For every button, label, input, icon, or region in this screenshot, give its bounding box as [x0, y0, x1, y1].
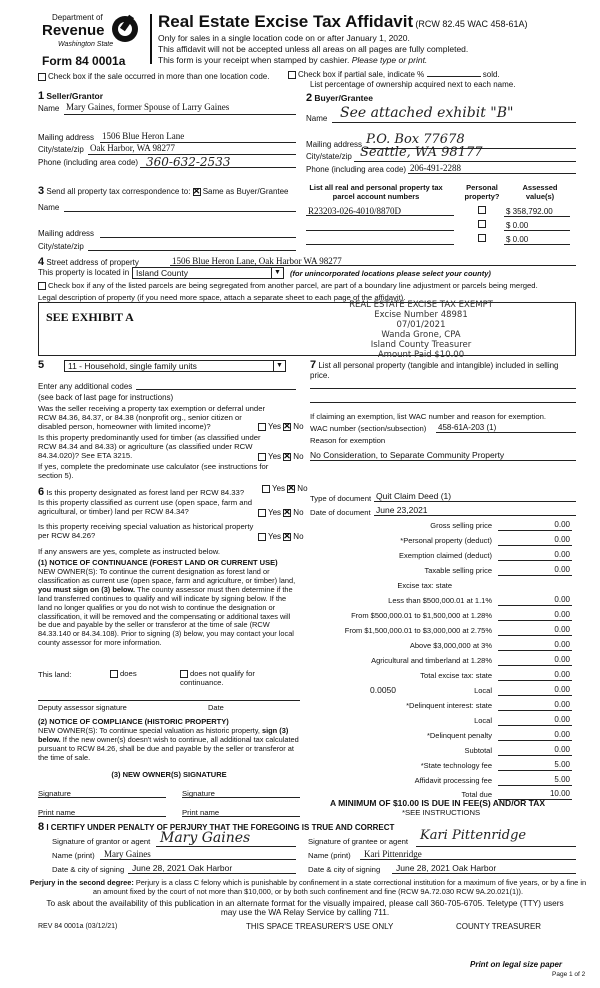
segregated-checkbox[interactable] — [38, 282, 46, 290]
q-exemption-yes-checkbox[interactable] — [258, 423, 266, 431]
continuance-heading: (1) NOTICE OF CONTINUANCE (FOREST LAND OR CURRENT USE) — [38, 558, 278, 567]
fee-row — [316, 746, 572, 758]
deputy-signature-label: Deputy assessor signature — [38, 703, 127, 712]
fee-label: From $500,000.01 to $1,500,000 at 1.28% — [351, 611, 492, 620]
dor-logo — [30, 10, 148, 72]
land-does-option — [110, 669, 137, 678]
q-forest-yes-checkbox[interactable] — [262, 485, 270, 493]
doc-date-label: Date of document — [310, 508, 371, 517]
fee-label: *Delinquent interest: state — [406, 701, 492, 710]
section-2-number: 2 — [306, 92, 313, 104]
additional-codes-label: Enter any additional codes — [38, 382, 133, 391]
buyer-heading — [306, 92, 373, 104]
buyer-city-label: City/state/zip — [306, 152, 352, 161]
fee-label: *State technology fee — [420, 761, 492, 770]
buyer-name-label: Name — [306, 114, 328, 123]
header-line1: Only for sales in a single location code on or after January 1, 2020. — [158, 33, 410, 43]
legal-description-value: SEE EXHIBIT A — [46, 310, 134, 324]
grantor-signature[interactable]: Mary Gaines — [160, 830, 251, 846]
this-land-label: This land: — [38, 670, 72, 679]
q-timber-no-checkbox[interactable] — [283, 453, 291, 461]
deputy-date-label: Date — [208, 703, 224, 712]
fee-label: Local — [474, 686, 492, 695]
fee-label: *Personal property (deduct) — [400, 536, 492, 545]
does-not-label: does not qualify for continuance. — [180, 669, 255, 687]
type-print-text: Please type or print. — [351, 55, 428, 65]
fee-label: Exemption claimed (deduct) — [399, 551, 492, 560]
rev-number: REV 84 0001a (03/12/21) — [38, 923, 118, 930]
fee-line — [498, 665, 572, 666]
fee-line — [498, 695, 572, 696]
section-4-street — [38, 256, 139, 268]
fee-label: Agricultural and timberland at 1.28% — [371, 656, 492, 665]
section-7-text — [310, 360, 576, 381]
fee-line — [498, 620, 572, 621]
same-as-buyer-checkbox[interactable] — [193, 188, 201, 196]
fee-value[interactable]: 0.00 — [554, 640, 570, 649]
header-line3 — [158, 55, 427, 65]
seller-name-field[interactable]: Mary Gaines, former Spouse of Larry Gaines — [66, 102, 230, 112]
fee-value[interactable]: 0.00 — [554, 520, 570, 529]
historic-question: Is this property receiving special valuation as historical property per RCW 84.26? — [38, 522, 254, 540]
county-note: (for unincorporated locations please select your county) — [290, 269, 491, 278]
parcel-header: List all real and personal property tax parcel account numbers — [309, 183, 443, 201]
seller-heading — [38, 90, 103, 102]
perjury-text: Perjury is a class C felony which is punishable by confinement in a state correctional institution for a maximum of five years, or by a fine in an amount fixed by the court of not more than $10,000, or by both such confinement and fine (RCW 9A.72.030 RCW 9A.20.021(1)). — [92, 878, 587, 896]
assessed-header: Assessed value(s) — [522, 183, 558, 201]
chevron-down-icon[interactable]: ▼ — [271, 268, 283, 278]
compliance-text-a: NEW OWNER(S): To continue special valuation as historic property, — [38, 726, 262, 735]
fee-label: Total due — [461, 790, 492, 799]
fee-line — [498, 560, 572, 561]
q-current-use-yes-checkbox[interactable] — [258, 509, 266, 517]
treasurer-use-label: THIS SPACE TREASURER'S USE ONLY — [246, 922, 394, 931]
fee-row — [316, 626, 572, 638]
partial-sale-label: Check box if partial sale, indicate % — [298, 70, 425, 79]
grantor-sig-label: Signature of grantor or agent — [52, 837, 151, 846]
q-historic-no-checkbox[interactable] — [283, 533, 291, 541]
fee-value[interactable]: 0.00 — [554, 745, 570, 754]
parcel-1-number[interactable]: R23203-026-4010/8870D — [308, 206, 401, 216]
timber-question: Is this property predominantly used for timber (as classified under RCW 84.34 and 84.33) or agriculture (as classified under RCW 84.34.020)? See ETA 3215. — [38, 433, 261, 460]
receipt-text: This form is your receipt when stamped by cashier. — [158, 55, 352, 65]
fee-value[interactable]: 0.00 — [554, 595, 570, 604]
fee-label: Affidavit processing fee — [414, 776, 492, 785]
fee-row — [316, 686, 572, 698]
statute-text: (RCW 82.45 WAC 458-61A) — [415, 19, 528, 29]
forest-question — [38, 486, 244, 498]
multi-location-check — [38, 72, 269, 81]
fee-value[interactable]: 0.00 — [554, 535, 570, 544]
header-line2: This affidavit will not be accepted unless all areas on all pages are fully completed. — [158, 44, 469, 54]
parcel-1-personal-checkbox[interactable] — [478, 206, 486, 214]
no-label: No — [293, 508, 304, 517]
fee-line — [498, 575, 572, 576]
q-timber-yes-checkbox[interactable] — [258, 453, 266, 461]
fee-label: Taxable selling price — [424, 566, 492, 575]
buyer-city-field[interactable]: Seattle, WA 98177 — [360, 145, 483, 160]
perjury-notice — [28, 879, 588, 896]
yes-label: Yes — [268, 452, 282, 461]
page-number: Page 1 of 2 — [552, 971, 586, 978]
continuance-text-b: The county assessor must then determine if the land transferred continues to qualify and will indicate by signing below. If the land no longer qualifies or you do not wish to continue the designation or classification, it will be removed and the compensating or additional taxes will be due and payable by the seller or transferor at the time of sale (RCW 84.33.140 or 84.34.108). Prior to signing (3) below, you may contact your local county assessor for more information. — [38, 584, 294, 648]
no-label: No — [293, 422, 304, 431]
seller-city-field[interactable]: Oak Harbor, WA 98277 — [90, 143, 175, 153]
yes-label: Yes — [268, 532, 282, 541]
treasurer-stamp — [336, 300, 506, 360]
section-8-number: 8 — [38, 821, 45, 833]
county-select[interactable] — [132, 267, 284, 279]
fee-row — [316, 731, 572, 743]
seller-phone-field[interactable]: 360-632-2533 — [146, 155, 231, 169]
fee-line — [498, 785, 572, 786]
fee-label: Excise tax: state — [397, 581, 452, 590]
fee-value[interactable]: 0.00 — [554, 655, 570, 664]
q-current-use-no-checkbox[interactable] — [283, 509, 291, 517]
see-instructions: *SEE INSTRUCTIONS — [402, 808, 481, 817]
fee-label: Gross selling price — [430, 521, 492, 530]
fee-value[interactable]: 0.00 — [554, 625, 570, 634]
fee-line — [498, 725, 572, 726]
fee-line — [498, 545, 572, 546]
fee-line — [498, 755, 572, 756]
fee-label: Total excise tax: state — [420, 671, 492, 680]
grantor-name-value[interactable]: Mary Gaines — [104, 849, 151, 859]
form-number: Form 84 0001a — [42, 54, 126, 68]
fee-value[interactable]: 0.00 — [554, 565, 570, 574]
stamp-line6: Amount Paid $10.00 — [377, 350, 465, 360]
fee-row — [316, 551, 572, 563]
land-use-value: 11 - Household, single family units — [68, 361, 197, 371]
fee-row — [316, 761, 572, 773]
grantor-date-value[interactable]: June 28, 2021 Oak Harbor — [132, 863, 233, 873]
stamp-line3: 07/01/2021 — [396, 320, 446, 330]
segregated-check — [38, 281, 538, 290]
personal-property-label: List all personal property (tangible and intangible) included in selling price. — [310, 361, 559, 380]
grantor-name-label: Name (print) — [52, 851, 95, 860]
section-5-number: 5 — [38, 359, 45, 371]
fee-value[interactable]: 0.00 — [554, 715, 570, 724]
yes-label: Yes — [268, 508, 282, 517]
fee-value[interactable]: 0.00 — [554, 610, 570, 619]
form-title — [158, 12, 528, 32]
grantee-signature[interactable]: Kari Pittenridge — [420, 828, 527, 843]
fee-row — [316, 536, 572, 548]
land-does-not-option — [180, 669, 300, 687]
grantee-date-label: Date & city of signing — [308, 865, 381, 874]
fee-value[interactable]: 0.00 — [554, 685, 570, 694]
continuance-text — [38, 568, 300, 648]
reason-value[interactable]: No Consideration, to Separate Community Property — [310, 450, 505, 460]
section-6-number: 6 — [38, 486, 45, 498]
multi-location-checkbox[interactable] — [38, 73, 46, 81]
compliance-text-bold: sign (3) below. — [38, 726, 289, 744]
fee-label: Less than $500,000.01 at 1.1% — [388, 596, 492, 605]
same-as-buyer-label: Same as Buyer/Grantee — [202, 187, 289, 196]
fee-value[interactable]: 0.00 — [554, 730, 570, 739]
fee-value[interactable]: 0.00 — [554, 550, 570, 559]
buyer-phone-label: Phone (including area code) — [306, 165, 407, 174]
fee-value[interactable]: 10.00 — [549, 789, 570, 798]
section-3-number: 3 — [38, 185, 45, 197]
no-label: No — [293, 452, 304, 461]
certify-text: I CERTIFY UNDER PENALTY OF PERJURY THAT THE FOREGOING IS TRUE AND CORRECT — [46, 823, 395, 832]
section-1-number: 1 — [38, 90, 45, 102]
fee-row — [316, 581, 572, 593]
local-rate-value[interactable]: 0.0050 — [370, 685, 396, 695]
q-exemption-answers — [258, 422, 304, 431]
fee-label: Above $3,000,000 at 3% — [409, 641, 492, 650]
q-forest-no-checkbox[interactable] — [287, 485, 295, 493]
continuance-text-a: NEW OWNER(S): To continue the current designation as forest land or classification as current use (open space, farm and agriculture, or timber) land, — [38, 567, 296, 585]
s3-name-label: Name — [38, 203, 60, 212]
fee-value[interactable]: 0.00 — [554, 700, 570, 709]
forest-question-text: Is this property designated as forest land per RCW 84.33? — [46, 488, 245, 497]
fee-line — [498, 635, 572, 636]
located-label: This property is located in — [38, 268, 130, 277]
parcel-1-value[interactable]: $ 358,792.00 — [506, 207, 553, 216]
fee-row — [316, 701, 572, 713]
fee-label: Local — [474, 716, 492, 725]
seller-mailing-field[interactable]: 1506 Blue Heron Lane — [102, 131, 185, 141]
buyer-mailing-field[interactable]: P.O. Box 77678 — [366, 132, 465, 147]
parcel-3-personal-checkbox[interactable] — [478, 234, 486, 242]
fee-line — [498, 530, 572, 531]
dept-line3: Washington State — [58, 41, 114, 48]
print-legal-note: Print on legal size paper — [470, 960, 563, 969]
fee-value[interactable]: 0.00 — [554, 670, 570, 679]
parcel-2-personal-checkbox[interactable] — [478, 220, 486, 228]
fee-row — [316, 641, 572, 653]
personal-header: Personal property? — [464, 183, 500, 201]
q-exemption-no-checkbox[interactable] — [283, 423, 291, 431]
yes-label: Yes — [272, 484, 286, 493]
multi-location-label: Check box if the sale occurred in more than one location code. — [48, 72, 270, 81]
alt-format-notice: To ask about the availability of this publication in an alternate format for the visually impaired, please call 360-705-6705. Teletype (TTY) users may use the WA Relay Service by calling 711. — [46, 898, 564, 918]
fee-label: Subtotal — [464, 746, 492, 755]
dept-line2: Revenue — [42, 22, 105, 39]
exemption-question: Was the seller receiving a property tax exemption or deferral under RCW 84.36, 84.37, or 84.38 (nonprofit org., senior citizen or disabled person, homeowner with limited income)? — [38, 404, 266, 431]
county-value: Island County — [136, 268, 188, 278]
grantee-name-label: Name (print) — [308, 851, 351, 860]
seller-name-label: Name — [38, 104, 60, 113]
q-timber-answers — [258, 452, 304, 461]
wac-label: WAC number (section/subsection) — [310, 424, 427, 433]
land-does-checkbox[interactable] — [110, 670, 118, 678]
continuance-text-bold: you must sign on (3) below. — [38, 584, 136, 594]
wac-value[interactable]: 458-61A-203 (1) — [438, 423, 497, 432]
fee-line — [498, 740, 572, 741]
section-7-number: 7 — [310, 359, 317, 371]
fee-row — [316, 566, 572, 578]
title-text: Real Estate Excise Tax Affidavit — [158, 12, 414, 31]
fee-row — [316, 596, 572, 608]
owner-signature-1-label: Signature — [38, 789, 71, 798]
owner-print-1-label: Print name — [38, 808, 76, 817]
land-use-select[interactable] — [64, 360, 286, 372]
section-3-text: Send all property tax correspondence to: — [46, 187, 191, 196]
seller-mailing-label: Mailing address — [38, 133, 95, 142]
doc-type-value[interactable]: Quit Claim Deed (1) — [376, 491, 452, 501]
does-label: does — [120, 669, 137, 678]
ownership-note: List percentage of ownership acquired next to each name. — [310, 80, 516, 89]
legal-label: Legal description of property (if you need more space, attach a separate sheet to each page of the affidavit). — [38, 293, 406, 302]
fee-row — [316, 671, 572, 683]
stamp-line5: Island County Treasurer — [370, 340, 472, 350]
stamp-line2: Excise Number 48981 — [374, 310, 468, 320]
see-back-label: (see back of last page for instructions) — [38, 393, 174, 402]
yes-label: Yes — [268, 422, 282, 431]
compliance-text — [38, 727, 300, 763]
header-divider — [150, 14, 152, 64]
doc-type-label: Type of document — [310, 494, 372, 503]
no-label: No — [293, 532, 304, 541]
compliance-text-b: If the new owner(s) doesn't wish to continue, all additional tax calculated pursuant to RCW 84.26, shall be due and payable by the seller or transferor at the time of sale. — [38, 734, 299, 762]
parcel-2-value[interactable]: $ 0.00 — [506, 221, 529, 230]
dept-line1: Department of — [52, 13, 103, 22]
fee-line — [498, 710, 572, 711]
s3-city-label: City/state/zip — [38, 242, 84, 251]
stamp-line1: REAL ESTATE EXCISE TAX EXEMPT — [349, 300, 493, 310]
wac-note: If claiming an exemption, list WAC number and reason for exemption. — [310, 412, 546, 421]
no-label: No — [297, 484, 308, 493]
fee-line — [498, 770, 572, 771]
county-treasurer-label: COUNTY TREASURER — [456, 922, 542, 931]
doc-date-value[interactable]: June 23,2021 — [376, 505, 428, 515]
grantee-date-value[interactable]: June 28, 2021 Oak Harbor — [396, 863, 497, 873]
stamp-line4: Wanda Grone, CPA — [381, 330, 461, 340]
fee-label: From $1,500,000.01 to $3,000,000 at 2.75% — [344, 626, 492, 635]
chevron-down-icon[interactable]: ▼ — [273, 361, 285, 371]
partial-sold-label: sold. — [482, 70, 500, 79]
seller-heading-text: Seller/Grantor — [46, 91, 104, 101]
partial-sale-check — [288, 70, 500, 79]
new-owner-signature-heading: (3) NEW OWNER(S) SIGNATURE — [111, 770, 227, 779]
if-yes-note: If any answers are yes, complete as instructed below. — [38, 547, 221, 556]
street-field[interactable]: 1506 Blue Heron Lane, Oak Harbor WA 98277 — [172, 256, 342, 266]
q-historic-yes-checkbox[interactable] — [258, 533, 266, 541]
grantee-name-value[interactable]: Kari Pittenridge — [364, 849, 422, 859]
buyer-heading-text: Buyer/Grantee — [314, 93, 373, 103]
buyer-name-field[interactable]: See attached exhibit "B" — [340, 105, 514, 121]
reason-label: Reason for exemption — [310, 436, 386, 445]
fee-line — [498, 680, 572, 681]
q-current-use-answers — [258, 508, 304, 517]
partial-sale-checkbox[interactable] — [288, 71, 296, 79]
seller-phone-label: Phone (including area code) — [38, 158, 139, 167]
parcel-3-value[interactable]: $ 0.00 — [506, 235, 529, 244]
fee-row — [316, 716, 572, 728]
fee-row — [316, 611, 572, 623]
buyer-phone-field[interactable]: 206-491-2288 — [410, 163, 461, 173]
section-3-heading — [38, 185, 289, 197]
owner-print-2-label: Print name — [182, 808, 220, 817]
owner-signature-2-label: Signature — [182, 789, 215, 798]
fee-row — [316, 656, 572, 668]
current-use-question: Is this property classified as current use (open space, farm and agricultural, or timber) land per RCW 84.34? — [38, 498, 253, 516]
perjury-bold: Perjury in the second degree: — [29, 878, 134, 887]
fee-label: *Delinquent penalty — [426, 731, 492, 740]
fee-value[interactable]: 5.00 — [554, 760, 570, 769]
swirl-icon — [112, 16, 138, 42]
seller-city-label: City/state/zip — [38, 145, 84, 154]
q-historic-answers — [258, 532, 304, 541]
street-label: Street address of property — [46, 258, 139, 267]
s3-mailing-label: Mailing address — [38, 229, 95, 238]
fee-line — [498, 605, 572, 606]
fee-row — [316, 776, 572, 788]
minimum-note: A MINIMUM OF $10.00 IS DUE IN FEE(S) AND/OR TAX — [330, 798, 546, 808]
segregated-label: Check box if any of the listed parcels are being segregated from another parcel, are part of a boundary line adjustment or parcels being merged. — [48, 281, 538, 290]
buyer-mailing-label: Mailing address — [306, 140, 363, 149]
land-does-not-checkbox[interactable] — [180, 670, 188, 678]
q-forest-answers — [262, 484, 308, 493]
grantor-date-label: Date & city of signing — [52, 865, 125, 874]
grantee-sig-label: Signature of grantee or agent — [308, 837, 409, 846]
timber-note: If yes, complete the predominate use calculator (see instructions for section 5). — [38, 462, 269, 480]
section-4-number: 4 — [38, 256, 45, 268]
fee-row — [316, 521, 572, 533]
compliance-heading: (2) NOTICE OF COMPLIANCE (HISTORIC PROPERTY) — [38, 717, 229, 726]
fee-line — [498, 650, 572, 651]
fee-value[interactable]: 5.00 — [554, 775, 570, 784]
